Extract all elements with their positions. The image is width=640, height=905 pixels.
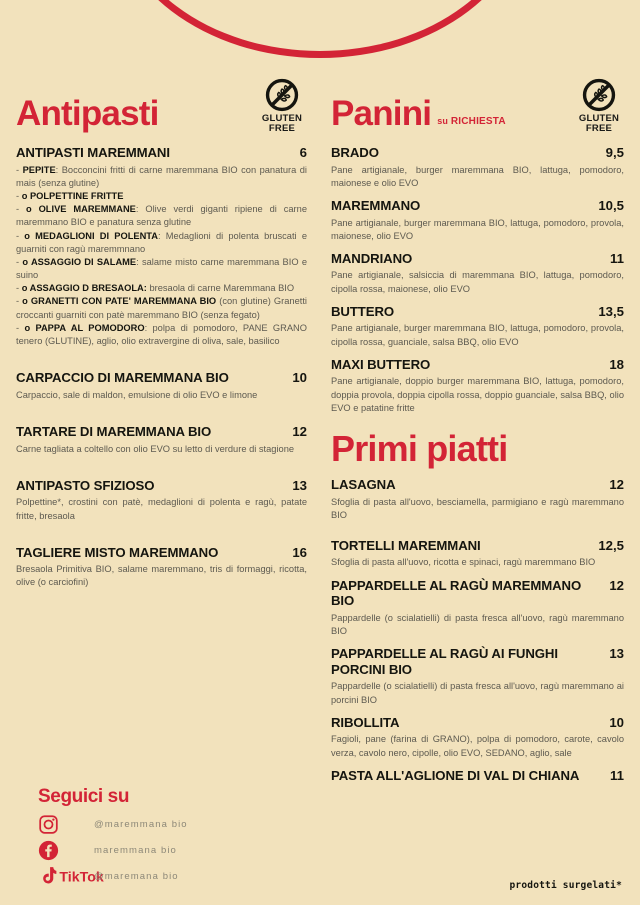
menu-item-header [331,357,624,373]
menu-item-price: 16 [292,544,307,560]
sublist-line: - o PAPPA AL POMODORO: polpa di pomodoro, PANE GRANO tenero (GLUTINE), aglio, olio extravergine di oliva, sale, basilico [16,322,307,347]
sublist-label: o ASSAGGIO D BRESAOLA: [21,283,147,294]
menu-item-price: 12,5 [598,537,624,553]
menu-item-name: BRADO [331,145,379,160]
panini-section-header [331,94,624,134]
instagram-icon[interactable] [38,814,72,835]
menu-item-price: 6 [299,145,307,160]
gluten-free-badge-antipasti [257,78,307,133]
menu-item-sublist [16,164,307,349]
menu-item-name: MAXI BUTTERO [331,356,431,372]
menu-item-price: 12 [609,476,624,492]
panini-primi-column [329,96,624,897]
menu-item [331,251,624,296]
menu-item-header [16,145,307,161]
instagram-handle: @maremmana bio [94,818,188,830]
no-gluten-wheat-icon [265,78,299,112]
social-row-facebook[interactable] [38,837,318,863]
social-row-instagram[interactable] [38,811,318,837]
menu-item-description: Pane artigianale, doppio burger maremmana BIO, lattuga, pomodoro, doppia provola, doppia cipolla rossa, doppio guanciale, salsa BBQ, olio EVO e patatine fritte [331,376,624,413]
menu-item [331,768,624,784]
panini-subtitle-richiesta: RICHIESTA [450,116,506,127]
footnote-frozen-products: prodotti surgelati* [509,880,622,891]
sublist-line: - o OLIVE MAREMMANE: Olive verdi giganti ripiene di carne maremmano BIO e panatura senza glutine [16,204,307,228]
menu-item-price: 9,5 [605,145,624,160]
panini-subtitle-su: su [437,116,451,126]
primi-piatti-title: Primi piatti [331,427,508,469]
menu-item-description: Pappardelle (o scialatielli) di pasta fresca all'uovo, ragù maremmano BIO [331,612,624,637]
menu-item-header [16,370,307,386]
sublist-line: - PEPITE: Bocconcini fritti di carne maremmana BIO con panatura di mais (senza glutine) [16,164,307,188]
menu-item-name: BUTTERO [331,303,395,319]
menu-item-price: 13 [292,477,307,493]
menu-item-price: 12 [292,423,307,439]
antipasti-column [16,96,311,897]
menu-item-header [331,251,624,267]
menu-item-header [331,198,624,214]
menu-item-description: Carpaccio, sale di maldon, emulsione di olio EVO e limone [16,389,258,400]
menu-item-description: Polpettine*, crostini con patè, medaglioni di polenta e ragù, patate fritte, bresaola [16,497,307,521]
menu-item-description: Pane artigianale, burger maremmana BIO, lattuga, pomodoro, maionese e olio EVO [331,164,624,188]
menu-item [331,715,624,760]
menu-item-name: PAPPARDELLE AL RAGÙ MAREMMANO BIO [331,577,582,609]
panini-title: Panini [331,94,432,133]
menu-item-price: 11 [610,250,624,266]
menu-item-description: Fagioli, pane (farina di GRANO), polpa di pomodoro, carote, cavolo verza, cavolo nero, cipolle, olio EVO, SEDANO, aglio, sale [331,734,624,758]
menu-item [331,477,624,522]
menu-item [331,646,624,707]
menu-item [16,478,307,523]
facebook-handle: maremmana bio [94,844,177,856]
menu-item-header [16,545,307,561]
menu-item-name: ANTIPASTI MAREMMANI [16,145,170,160]
antipasti-section-header [16,94,307,134]
menu-item-description: Bresaola Primitiva BIO, salame maremmano, tris di formaggi, ricotta, olive (o carciofini) [16,564,307,588]
menu-item [16,370,307,402]
menu-item-header [16,424,307,440]
sublist-label: PEPITE [22,164,56,175]
menu-item-name: LASAGNA [331,476,396,492]
menu-item-name: TORTELLI MAREMMANI [331,537,481,553]
menu-item [16,145,307,348]
tiktok-handle: @maremana bio [94,870,179,882]
sublist-label: o MEDAGLIONI DI POLENTA [24,230,158,241]
menu-item-header [331,538,624,554]
gluten-free-line2: FREE [585,122,613,134]
menu-item-name: TAGLIERE MISTO MAREMMANO [16,544,219,560]
menu-item-price: 13,5 [598,303,624,319]
menu-item-header [16,478,307,494]
menu-item-header [331,768,624,784]
gluten-free-line1: GLUTEN [578,113,620,124]
menu-item-header [331,646,624,677]
menu-item-header [331,715,624,731]
gluten-free-line1: GLUTEN [261,113,303,124]
sublist-label: o OLIVE MAREMMANE [26,204,136,215]
menu-item-name: RIBOLLITA [331,714,400,730]
menu-item-name: MAREMMANO [331,197,421,213]
antipasti-title: Antipasti [16,94,159,133]
menu-item [16,545,307,590]
menu-item-name: MANDRIANO [331,250,413,266]
no-gluten-wheat-icon [582,78,616,112]
sublist-line: - o ASSAGGIO DI SALAME: salame misto carne maremmana BIO e suino [16,256,307,281]
facebook-icon[interactable] [38,840,72,861]
gluten-free-label [574,114,624,133]
menu-item-header [331,477,624,493]
gluten-free-badge-panini [574,78,624,133]
menu-item-description: Carne tagliata a coltello con olio EVO su letto di verdure di stagione [16,443,295,454]
menu-item-description: Sfoglia di pasta all'uovo, ricotta e spinaci, ragù maremmano BIO [331,557,596,568]
menu-item-header [331,578,624,609]
panini-subtitle [437,116,506,131]
menu-item [331,578,624,639]
sublist-line: - o GRANETTI CON PATE' MAREMMANA BIO (con glutine) Granetti croccanti guarniti con patè maremmano BIO (senza fegato) [16,296,307,320]
menu-item-price: 18 [609,356,624,372]
menu-item-description: Pappardelle (o scialatielli) di pasta fresca all'uovo, ragù maremmano ai porcini BIO [331,681,624,705]
menu-item [331,145,624,190]
gluten-free-label [257,114,307,133]
menu-item-description: Pane artigianale, salsiccia di maremmana BIO, lattuga, pomodoro, cipolla rossa, maionese, olio EVO [331,270,624,294]
menu-item-header [331,145,624,161]
sublist-label: o ASSAGGIO DI SALAME [22,256,137,267]
sublist-line: - o POLPETTINE FRITTE [16,190,124,201]
menu-item-description: Pane artigianale, burger maremmana BIO, lattuga, pomodoro, provola, cipolla rossa, guanciale, salsa BBQ, olio EVO [331,323,624,347]
sublist-line: - o ASSAGGIO D BRESAOLA: bresaola di carne Maremmana BIO [16,283,295,294]
menu-item-name: TARTARE DI MAREMMANA BIO [16,423,212,439]
menu-item-header [331,304,624,320]
primi-piatti-section-header [331,427,624,469]
social-title: Seguici su [38,786,130,807]
menu-item [331,198,624,243]
sublist-label: o GRANETTI CON PATE' MAREMMANA BIO [22,296,217,307]
menu-item [331,357,624,415]
menu-item [16,424,307,456]
menu-item-name: ANTIPASTO SFIZIOSO [16,477,155,493]
menu-item-price: 13 [609,646,624,662]
menu-item-description: Sfoglia di pasta all'uovo, besciamella, parmigiano e ragù maremmano BIO [331,496,624,520]
sublist-line: - o MEDAGLIONI DI POLENTA: Medaglioni di polenta bruscati e guarniti con ragù maremmnano [16,230,307,254]
menu-item-name: CARPACCIO DI MAREMMANA BIO [16,370,229,386]
menu-item-name: PASTA ALL'AGLIONE DI VAL DI CHIANA [331,767,580,783]
sublist-label: o POLPETTINE FRITTE [21,190,124,201]
gluten-free-line2: FREE [268,122,296,134]
menu-item-description: Pane artigianale, burger maremmana BIO, lattuga, pomodoro, provola, maionese, olio EVO [331,217,624,241]
sublist-label: o PAPPA AL POMODORO [24,322,145,333]
svg-text:TikTok: TikTok [59,869,104,886]
social-row-tiktok[interactable] [38,863,318,889]
menu-item-price: 10 [609,714,624,730]
menu-item-price: 10,5 [598,197,624,213]
menu-item-price: 12 [609,577,624,593]
menu-item-price: 10 [292,370,307,386]
menu-item [331,304,624,349]
menu-item [331,538,624,570]
menu-item-price: 11 [610,767,624,783]
social-footer [38,786,318,889]
menu-item-name: PAPPARDELLE AL RAGÙ AI FUNGHI PORCINI BIO [331,646,558,677]
